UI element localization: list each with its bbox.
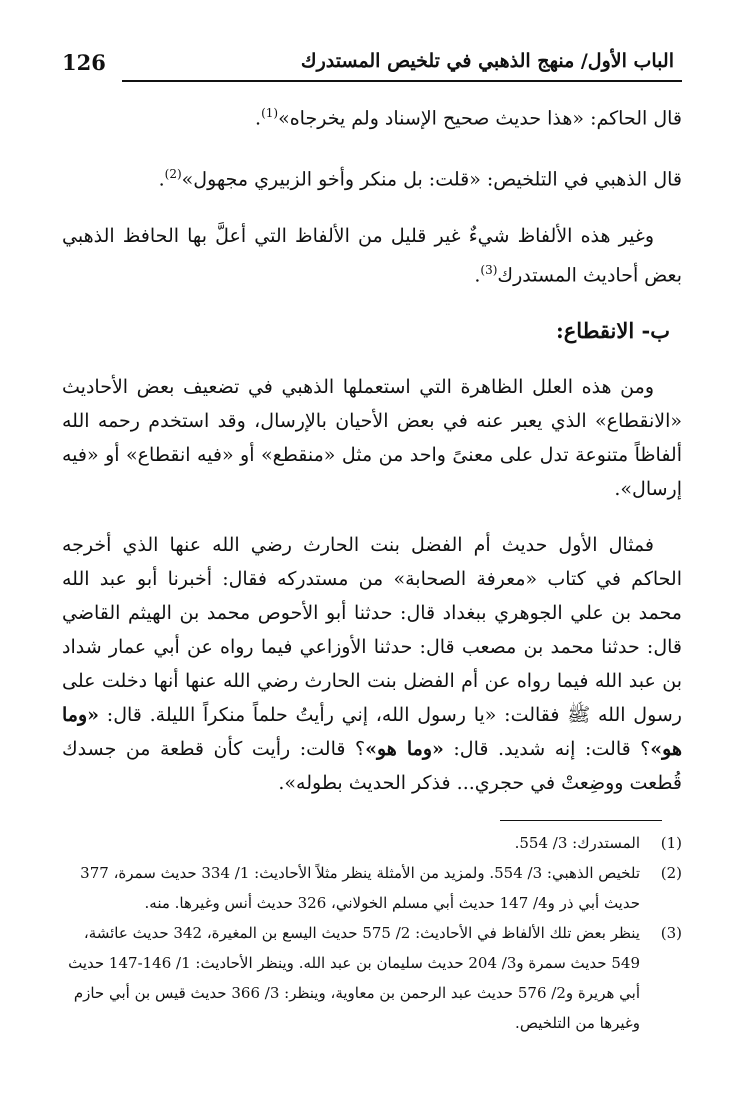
bold-quote: «وما هو» (365, 737, 444, 760)
footnote-1 (62, 828, 682, 858)
paragraph-example (62, 528, 682, 800)
footnotes (62, 828, 682, 1038)
paragraph-text: قال الحاكم: «هذا حديث صحيح الإسناد ولم يخرجاه» (278, 107, 682, 130)
footnote-3 (62, 918, 682, 1038)
main-text (62, 96, 682, 822)
paragraph-text: فمثال الأول حديث أم الفضل بنت الحارث رضي الله عنها الذي أخرجه الحاكم في كتاب «معرفة الصحابة» من مستدركه فقال: أخبرنا أبو عبد الله محمد بن علي الجوهري ببغداد قال: حدثنا أبو الأحوص محمد بن الهيثم القاضي قال: حدثنا محمد بن مصعب قال: حدثنا الأوزاعي فيما رواه عن أبي عمار شداد بن عبد الله فيما رواه عن أم الفضل بنت الحارث رضي الله عنها أنها دخلت على رسول الله ﷺ فقالت: «يا رسول الله، إني رأيتُ حلماً منكراً الليلة. قال: (62, 533, 682, 726)
footnote-ref: (2) (164, 167, 182, 182)
paragraph-text: قال الذهبي في التلخيص: «قلت: بل منكر وأخو الزبيري مجهول» (181, 168, 682, 191)
page-number: 126 (62, 50, 106, 75)
header-rule (122, 80, 682, 82)
paragraph-end: . (255, 107, 262, 130)
paragraph-inqita: ومن هذه العلل الظاهرة التي استعملها الذهبي في تضعيف بعض الأحاديث «الانقطاع» الذي يعبر عنه في بعض الأحيان بالإرسال، وقد استخدم رحمه الله ألفاظاً متنوعة تدل على معنىً واحد من مثل «منقطع» أو «فيه انقطاع» أو «فيه إرسال». (62, 375, 682, 500)
footnote-text: تلخيص الذهبي: 3/ 554. ولمزيد من الأمثلة ينظر مثلاً الأحاديث: 1/ 334 حديث سمرة، 377 حديث أبي ذر و4/ 147 حديث أبي مسلم الخولاني، 326 حديث أنس وغيرها. منه. (80, 864, 640, 912)
footnote-number: (3) (660, 924, 682, 942)
paragraph-text: وغير هذه الألفاظ شيءٌ غير قليل من الألفاظ التي أعلَّ بها الحافظ الذهبي بعض أحاديث المستدرك (62, 224, 682, 286)
running-title: الباب الأول/ منهج الذهبي في تلخيص المستدرك (300, 50, 674, 72)
section-heading: ب- الانقطاع: (556, 317, 670, 343)
footnote-ref: (1) (261, 106, 279, 120)
paragraph-hakim-quote (62, 96, 682, 135)
footnote-number: (2) (660, 864, 682, 882)
footnote-text: ينظر بعض تلك الألفاظ في الأحاديث: 2/ 575 حديث اليسع بن المغيرة، 342 حديث عائشة، 549 حديث سمرة و3/ 204 حديث سليمان بن عبد الله. وينظر الأحاديث: 1/ 146-147 حديث أبي هريرة و2/ 576 حديث عبد الرحمن بن معاوية، وينظر: 3/ 366 حديث قيس بن أبي حازم وغيرها من التلخيص. (68, 924, 640, 1032)
paragraph-text: ؟ قالت: رأيت كأن قطعة من جسدك قُطعت ووضِعتْ في حجري... فذكر الحديث بطوله». (62, 737, 682, 794)
paragraph-dhahabi-quote (62, 157, 682, 196)
page-header (62, 44, 682, 84)
footnote-ref: (3) (480, 262, 498, 277)
footnote-number: (1) (660, 834, 682, 852)
footnote-2 (62, 858, 682, 918)
footnote-separator (500, 820, 662, 821)
paragraph-other-terms (62, 219, 682, 292)
bold-quote: «وما هو» (62, 703, 683, 760)
paragraph-end: . (474, 263, 481, 286)
footnote-text: المستدرك: 3/ 554. (514, 834, 640, 852)
paragraph-end: . (158, 168, 165, 191)
paragraph-text: ؟ قالت: إنه شديد. قال: (443, 737, 651, 760)
